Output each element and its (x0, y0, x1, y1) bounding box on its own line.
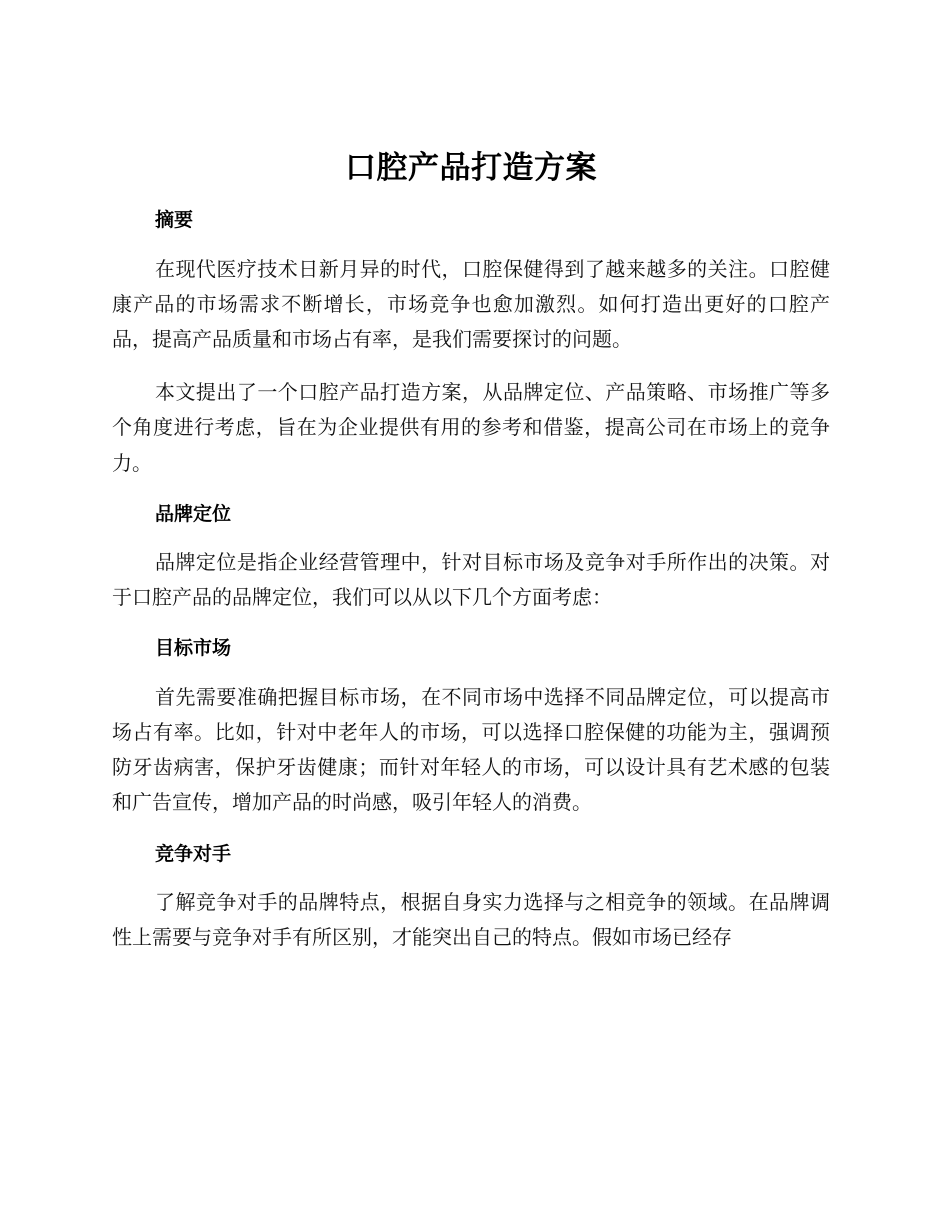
abstract-paragraph-2: 本文提出了一个口腔产品打造方案，从品牌定位、产品策略、市场推广等多个角度进行考虑，旨在为企业提供有用的参考和借鉴，提高公司在市场上的竞争力。 (112, 380, 830, 475)
section-competitors (112, 839, 830, 956)
section-heading-abstract: 摘要 (155, 209, 194, 232)
abstract-paragraph-1: 在现代医疗技术日新月异的时代，口腔保健得到了越来越多的关注。口腔健康产品的市场需求不断增长，市场竞争也愈加激烈。如何打造出更好的口腔产品，提高产品质量和市场占有率，是我们需要探讨的问题。 (112, 256, 830, 351)
section-heading-brand-positioning: 品牌定位 (155, 502, 232, 525)
competitors-paragraph: 了解竞争对手的品牌特点，根据自身实力选择与之相竞争的领域。在品牌调性上需要与竞争对手有所区别，才能突出自己的特点。假如市场已经存 (112, 890, 830, 950)
section-abstract (112, 205, 830, 481)
section-heading-competitors: 竞争对手 (155, 842, 232, 865)
target-market-paragraph: 首先需要准确把握目标市场，在不同市场中选择不同品牌定位，可以提高市场占有率。比如，针对中老年人的市场，可以选择口腔保健的功能为主，强调预防牙齿病害，保护牙齿健康；而针对年轻人的市场，可以设计具有艺术感的包装和广告宣传，增加产品的时尚感，吸引年轻人的消费。 (112, 684, 830, 815)
document-title: 口腔产品打造方案 (345, 150, 597, 186)
section-heading-target-market: 目标市场 (155, 637, 232, 660)
section-target-market (112, 633, 830, 820)
section-brand-positioning (112, 499, 830, 616)
brand-positioning-paragraph: 品牌定位是指企业经营管理中，针对目标市场及竞争对手所作出的决策。对于口腔产品的品牌定位，我们可以从以下几个方面考虑： (112, 550, 830, 610)
